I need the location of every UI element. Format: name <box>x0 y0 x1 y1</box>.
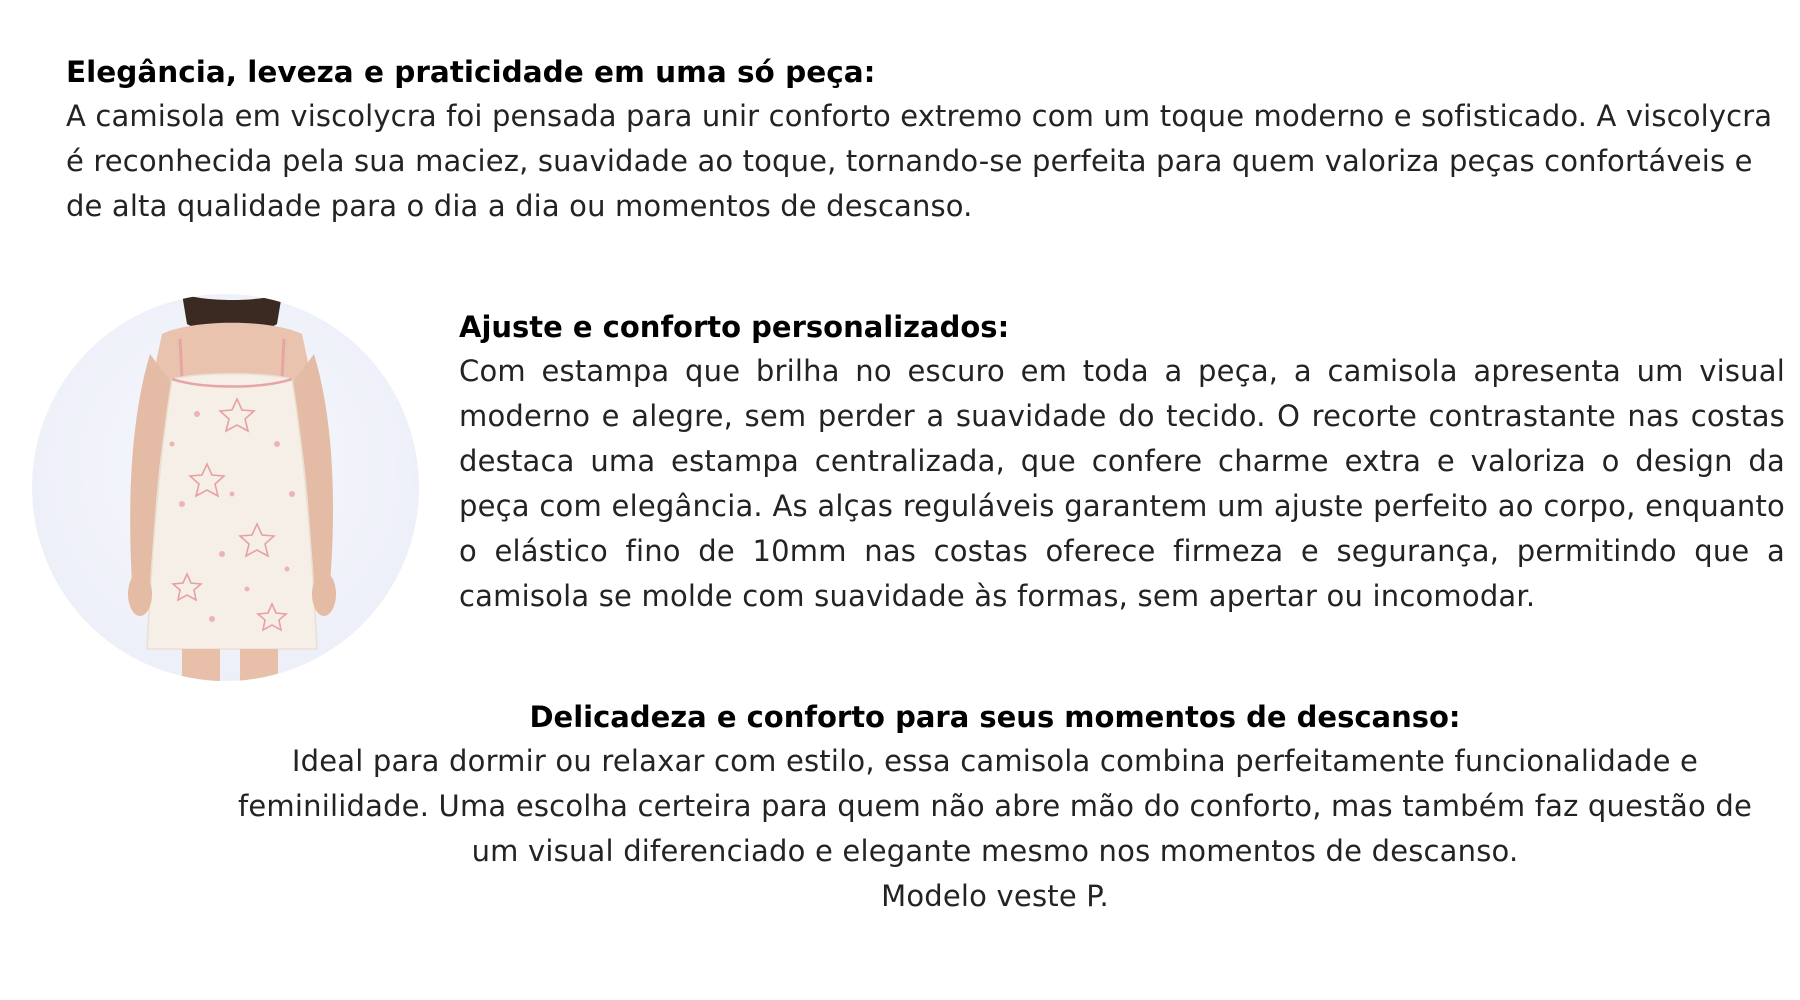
intro-heading: Elegância, leveza e praticidade em uma só peça: <box>66 55 876 89</box>
product-photo <box>32 294 419 681</box>
intro-section <box>66 50 1796 229</box>
nightgown-illustration <box>32 294 419 681</box>
fit-section <box>459 305 1785 619</box>
intro-paragraph: A camisola em viscolycra foi pensada para unir conforto extremo com um toque moderno e sofisticado. A viscolycra é reconhecida pela sua maciez, suavidade ao toque, tornando-se perfeita para quem valoriza peças confortáveis e de alta qualidade para o dia a dia ou momentos de descanso. <box>66 99 1773 223</box>
rest-paragraph: Ideal para dormir ou relaxar com estilo, essa camisola combina perfeitamente funcionalidade e feminilidade. Uma escolha certeira para quem não abre mão do conforto, mas também faz questão de um visual diferenciado e elegante mesmo nos momentos de descanso. <box>237 744 1753 868</box>
model-size-note: Modelo veste P. <box>881 879 1109 913</box>
rest-heading: Delicadeza e conforto para seus momentos de descanso: <box>529 700 1461 734</box>
fit-heading: Ajuste e conforto personalizados: <box>459 310 1010 344</box>
rest-section <box>230 695 1760 919</box>
fit-paragraph: Com estampa que brilha no escuro em toda a peça, a camisola apresenta um visual moderno e alegre, sem perder a suavidade do tecido. O recorte contrastante nas costas destaca uma estampa centralizada, que confere charme extra e valoriza o design da peça com elegância. As alças reguláveis garantem um ajuste perfeito ao corpo, enquanto o elástico fino de 10mm nas costas oferece firmeza e segurança, permitindo que a camisola se molde com suavidade às formas, sem apertar ou incomodar. <box>459 354 1785 613</box>
